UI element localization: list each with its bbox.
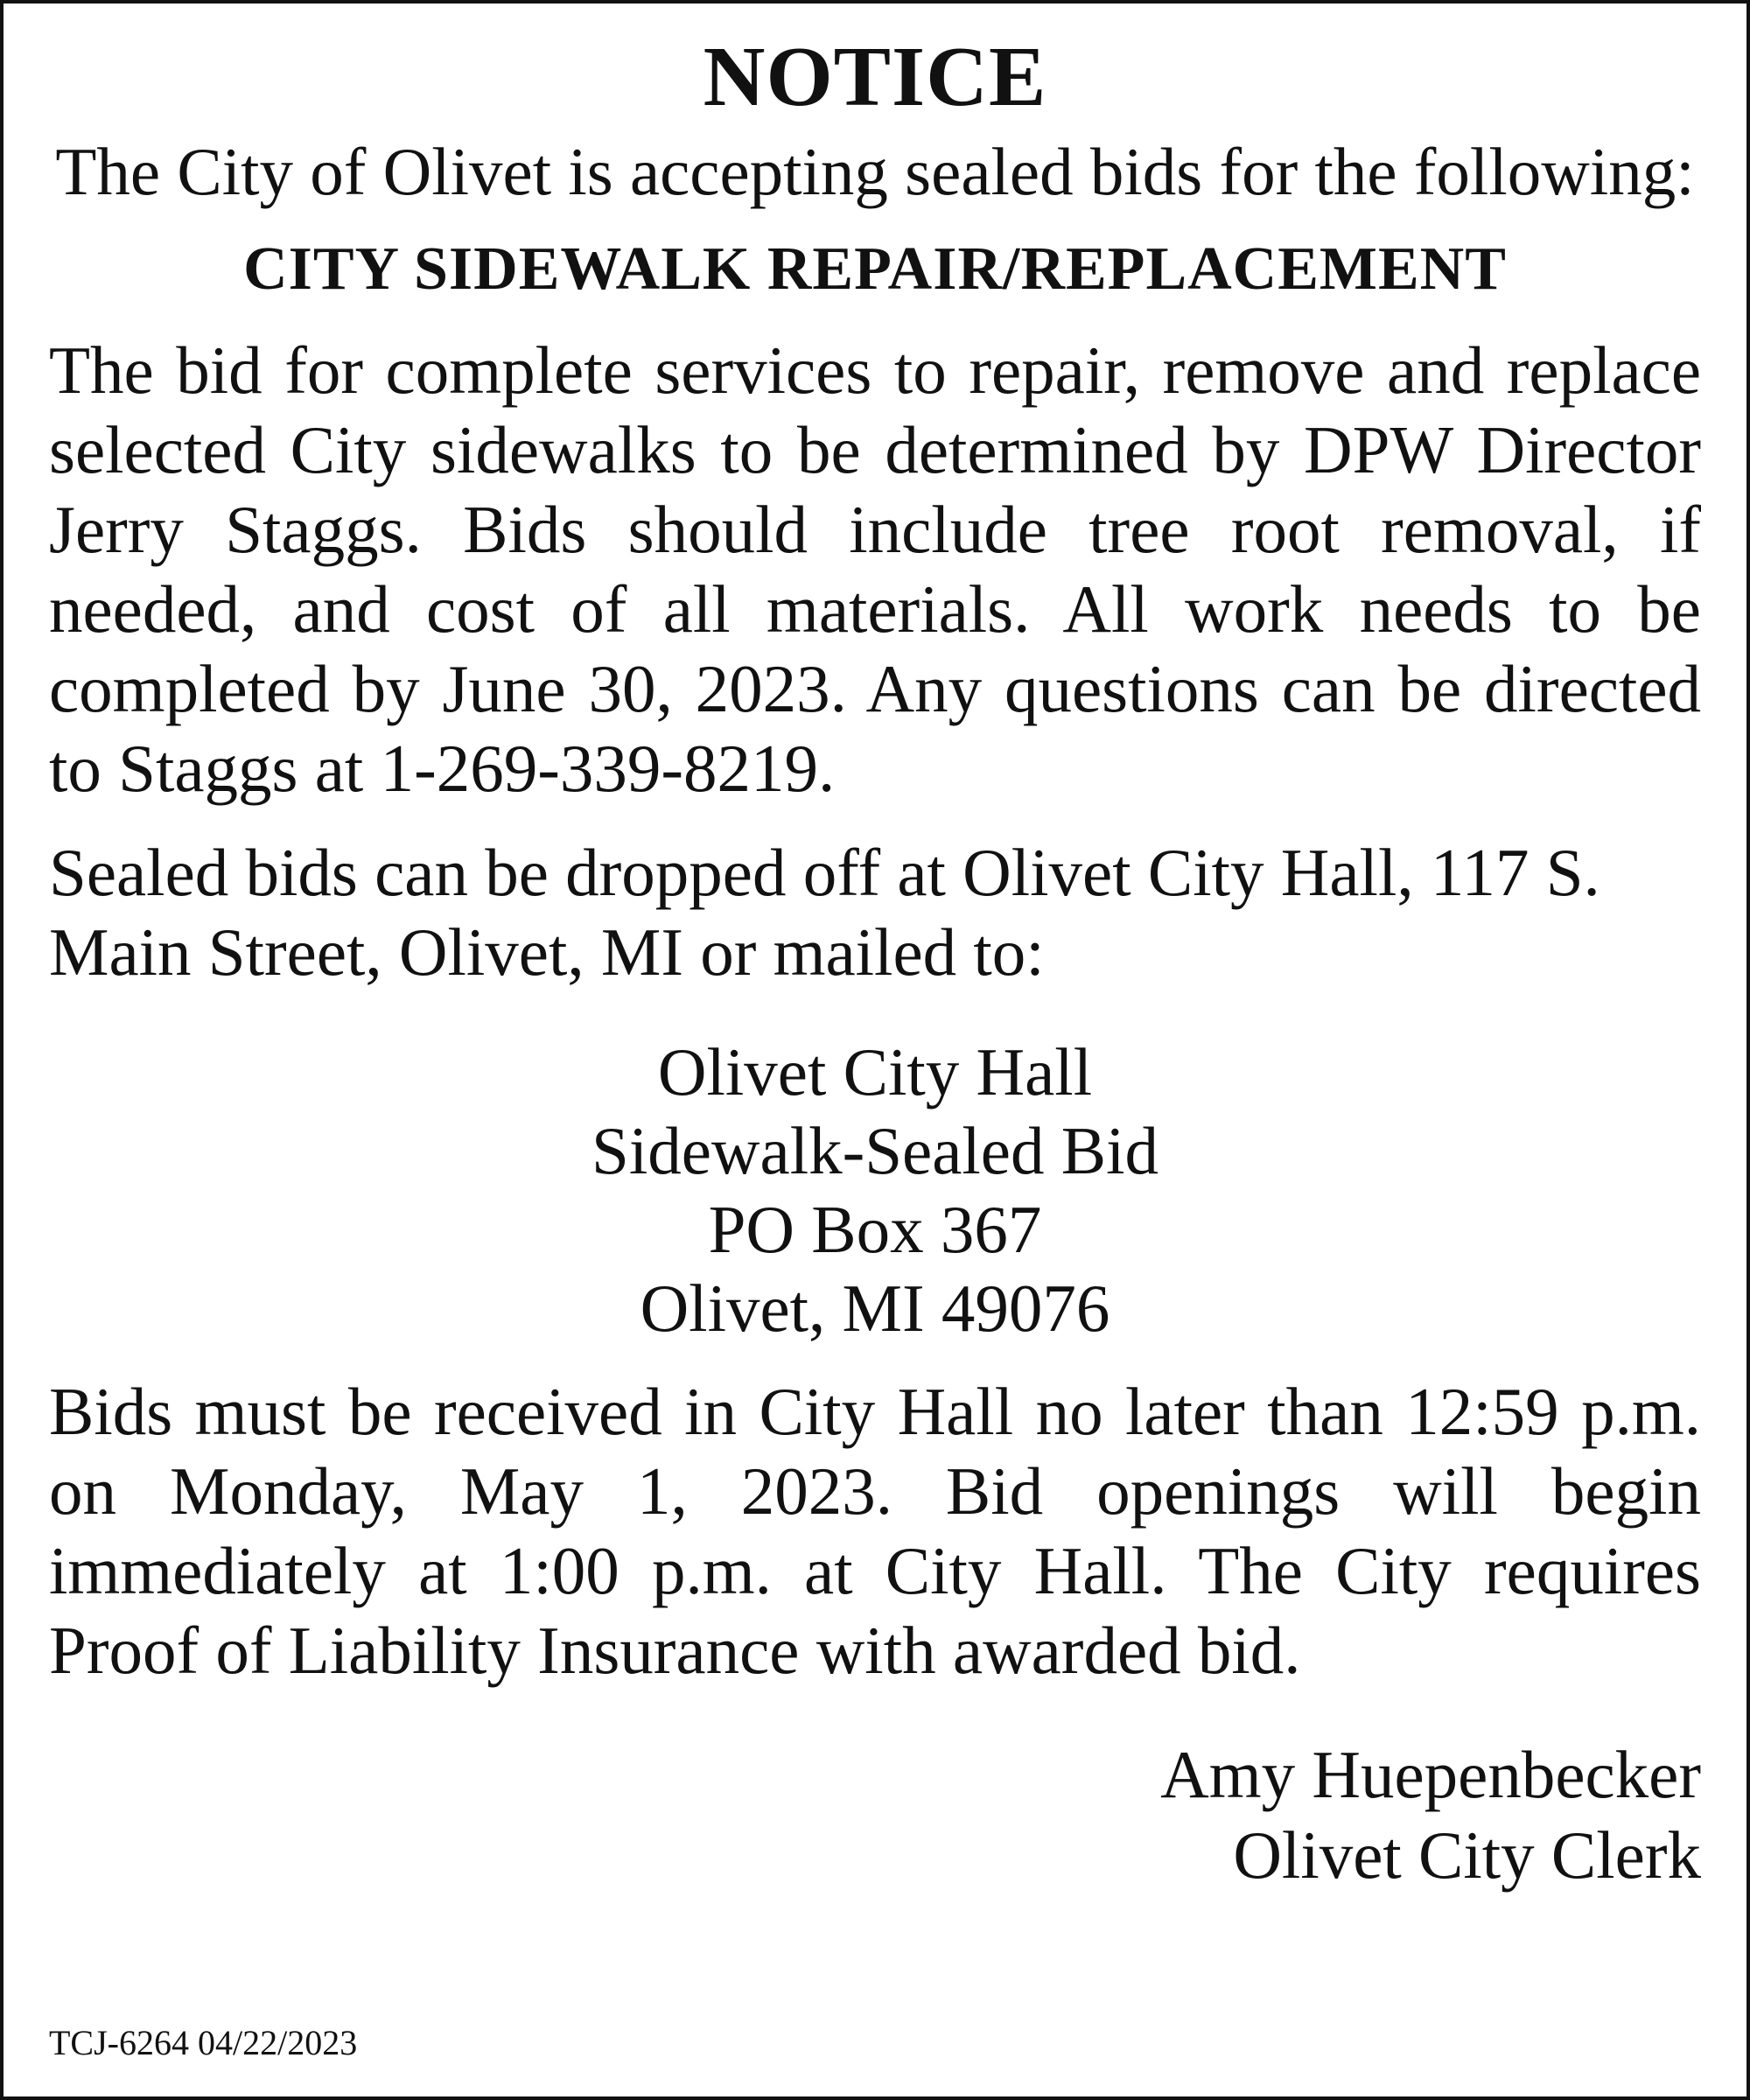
signer-name: Amy Huepenbecker (1160, 1737, 1701, 1812)
address-line-3: PO Box 367 (708, 1192, 1042, 1267)
address-line-2: Sidewalk-Sealed Bid (592, 1113, 1158, 1188)
address-line-4: Olivet, MI 49076 (640, 1270, 1110, 1346)
publication-code: TCJ-6264 04/22/2023 (49, 2023, 358, 2062)
deadline-text: Bids must be received in City Hall no later than 12:59 p.m. on Monday, May 1, 2023. Bid openings will begin immediately at 1:00 p.m. at City Hall. The City requires Proof of Liability Insurance with awarded bid. (49, 1374, 1701, 1688)
bid-heading: CITY SIDEWALK REPAIR/REPLACEMENT (243, 235, 1507, 303)
intro-text: The City of Olivet is accepting sealed bids for the following: (55, 134, 1695, 209)
signer-title: Olivet City Clerk (1233, 1817, 1701, 1893)
mailing-address (49, 1032, 1701, 1348)
drop-off-instructions: Sealed bids can be dropped off at Olivet City Hall, 117 S. Main Street, Olivet, MI or mailed to: (49, 835, 1600, 990)
notice-title: NOTICE (703, 30, 1047, 124)
address-line-1: Olivet City Hall (657, 1034, 1093, 1110)
signature-block (49, 1734, 1701, 1895)
bid-description: The bid for complete services to repair, remove and replace selected City sidewalks to be determined by DPW Director Jerry Staggs. Bids should include tree root removal, if needed, and cost of all materials. All work needs to be completed by June 30, 2023. Any questions can be directed to Staggs at 1-269-339-8219. (49, 332, 1701, 806)
